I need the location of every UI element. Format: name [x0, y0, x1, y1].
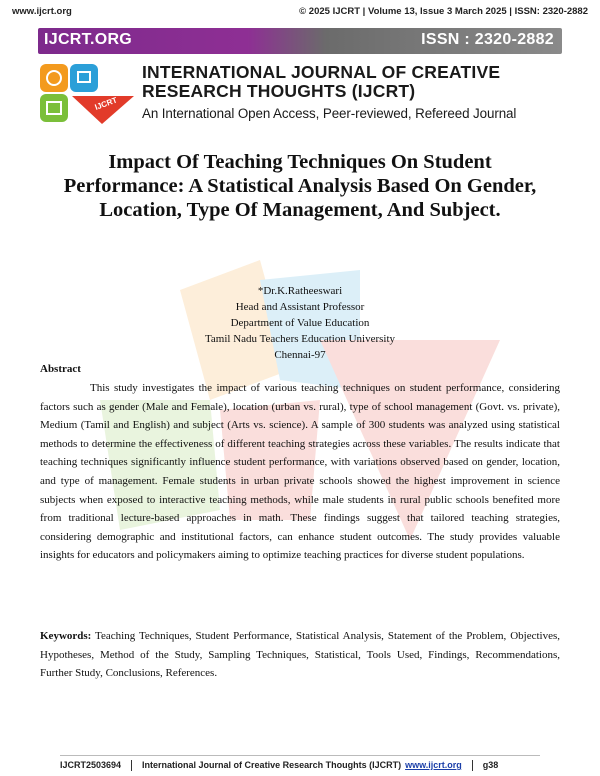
footer-separator [131, 760, 132, 771]
author-city: Chennai-97 [274, 349, 326, 361]
footer-rule [60, 755, 540, 756]
journal-subtitle: An International Open Access, Peer-reviewed, Refereed Journal [142, 106, 517, 121]
abstract-text: This study investigates the impact of various teaching techniques on student performance, considering factors such as gender (Male and Female), location (urban vs. rural), type of school management (Govt. vs. private), Medium (Tamil and English) and subject (Arts vs. science). A sample of 300 students was analyzed using statistical methods to determine the effectiveness of different teaching strategies across these variables. The results indicate that teaching techniques significantly influence student performance, with variations observed based on gender, location, and type of management. Female students in urban private schools showed the highest improvement in science subjects when exposed to interactive teaching methods, while male students in rural public schools benefited more from traditional lecture-based approaches in math. These findings suggest that tailored teaching strategies, considering demographic and institutional factors, can enhance student outcomes. The study provides valuable insights for educators and policymakers aiming to optimize teaching practices for diverse student populations. [40, 382, 560, 562]
journal-title-line2: RESEARCH THOUGHTS (IJCRT) [142, 81, 416, 101]
journal-title-line1: INTERNATIONAL JOURNAL OF CREATIVE [142, 62, 501, 82]
keywords-paragraph [40, 627, 560, 683]
issue-info: © 2025 IJCRT | Volume 13, Issue 3 March 2025 | ISSN: 2320-2882 [299, 6, 588, 17]
banner-site-name: IJCRT.ORG [44, 31, 133, 48]
author-name: *Dr.K.Ratheeswari [257, 285, 343, 297]
author-university: Tamil Nadu Teachers Education University [204, 333, 396, 345]
banner-issn: ISSN : 2320-2882 [421, 31, 554, 48]
page-footer [60, 758, 540, 772]
author-department: Department of Value Education [230, 317, 370, 329]
journal-title [142, 63, 562, 101]
footer-separator [472, 760, 473, 771]
footer-journal-name: International Journal of Creative Research Thoughts (IJCRT) [142, 760, 402, 770]
logo-text: IJCRT [93, 95, 119, 112]
footer-page-number: g38 [482, 760, 499, 770]
keywords-label: Keywords: [40, 630, 92, 642]
running-header [12, 6, 588, 20]
journal-banner [38, 28, 562, 54]
ijcrt-logo-icon [38, 62, 136, 126]
author-role: Head and Assistant Professor [235, 301, 365, 313]
abstract-heading: Abstract [40, 363, 81, 375]
site-url[interactable]: www.ijcrt.org [12, 6, 72, 17]
keywords-text: Teaching Techniques, Student Performance, Statistical Analysis, Statement of the Problem, Objectives, Hypotheses, Method of the Study, Sampling Techniques, Statistical, Tools Used, Findings, Recommendations, Further Study, Conclusions, References. [40, 630, 560, 680]
paper-title: Impact Of Teaching Techniques On Student Performance: A Statistical Analysis Based On Gender, Location, Type Of Management, And Subject. [63, 151, 537, 221]
author-block [100, 283, 500, 363]
footer-paper-id: IJCRT2503694 [60, 760, 122, 770]
footer-url[interactable]: www.ijcrt.org [405, 760, 462, 770]
